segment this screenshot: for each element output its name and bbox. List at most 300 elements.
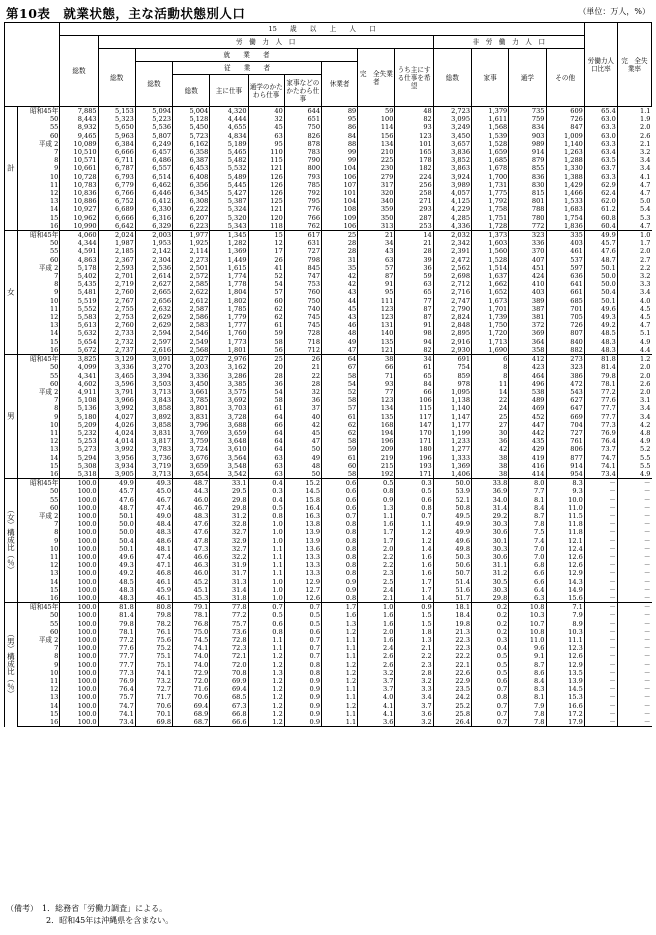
table-cell: 70.6 xyxy=(135,702,172,710)
table-cell: 8.0 xyxy=(509,479,546,488)
table-cell: 45.9 xyxy=(135,586,172,594)
table-cell: 50.4 xyxy=(584,288,617,296)
table-cell: 8.6 xyxy=(509,669,546,677)
table-cell: 469 xyxy=(509,404,546,412)
row-year: 12 xyxy=(49,313,59,322)
table-cell: 50.0 xyxy=(98,520,135,528)
table-cell: 2,342 xyxy=(433,239,471,247)
table-cell: 40 xyxy=(248,107,284,116)
table-cell: 51.6 xyxy=(433,586,471,594)
table-cell: 1,731 xyxy=(472,181,509,189)
table-cell: 877 xyxy=(546,454,584,462)
row-year: 平成 2 xyxy=(38,139,59,148)
table-cell: 14 xyxy=(395,231,433,240)
table-cell: 740 xyxy=(284,305,321,313)
table-cell: 100.0 xyxy=(60,537,98,545)
table-cell: 123 xyxy=(358,305,395,313)
row-year: 昭和45年 xyxy=(17,603,60,612)
table-cell: 109 xyxy=(322,214,358,222)
table-cell: － xyxy=(617,702,651,710)
table-cell: 61 xyxy=(322,454,358,462)
table-cell: 6,462 xyxy=(135,181,172,189)
table-cell: 100.0 xyxy=(60,702,98,710)
table-cell: 472 xyxy=(546,380,584,388)
table-cell: 48.4 xyxy=(135,520,172,528)
table-cell: 63.4 xyxy=(584,148,617,156)
table-cell: 2.0 xyxy=(617,388,651,396)
table-cell: 106 xyxy=(322,222,358,231)
table-cell: 442 xyxy=(509,429,546,437)
table-cell: 45.3 xyxy=(173,594,210,603)
table-cell: 1,177 xyxy=(433,421,471,429)
table-cell: 22 xyxy=(472,396,509,404)
table-row xyxy=(5,710,652,718)
table-cell: 2.4 xyxy=(358,644,395,652)
table-cell: － xyxy=(617,603,651,612)
table-cell: － xyxy=(617,487,651,495)
table-cell: 4,229 xyxy=(433,205,471,213)
table-cell: 34 xyxy=(358,239,395,247)
table-cell: 10,886 xyxy=(60,197,98,205)
row-year: 平成 2 xyxy=(38,387,59,396)
table-cell: 3,596 xyxy=(98,380,135,388)
table-cell: 100.0 xyxy=(60,496,98,504)
table-cell: 0.9 xyxy=(395,603,433,612)
table-cell: 61 xyxy=(395,363,433,371)
table-cell: － xyxy=(617,611,651,619)
table-cell: 61 xyxy=(322,413,358,421)
table-cell: 91 xyxy=(358,280,395,288)
table-cell: 25 xyxy=(248,355,284,364)
table-cell: 3,785 xyxy=(173,396,210,404)
table-cell: － xyxy=(584,496,617,504)
table-cell: 74.7 xyxy=(98,702,135,710)
table-cell: 1.3 xyxy=(322,620,358,628)
table-cell: 28 xyxy=(248,372,284,380)
table-cell: 3,791 xyxy=(98,388,135,396)
table-cell: 1,369 xyxy=(433,462,471,470)
table-cell: 4,057 xyxy=(433,189,471,197)
table-cell: － xyxy=(584,594,617,603)
table-cell: 60 xyxy=(248,297,284,305)
table-cell: 196 xyxy=(358,437,395,445)
table-cell: 317 xyxy=(358,181,395,189)
table-cell: 759 xyxy=(509,115,546,123)
table-cell: 1,690 xyxy=(472,346,509,355)
table-cell: 704 xyxy=(546,421,584,429)
table-cell: 1,754 xyxy=(546,214,584,222)
table-cell: 52.1 xyxy=(433,496,471,504)
table-cell: 3,956 xyxy=(98,454,135,462)
table-cell: 75.1 xyxy=(135,652,172,660)
table-cell: 49.6 xyxy=(433,537,471,545)
table-cell: 21 xyxy=(358,231,395,240)
table-cell: 104 xyxy=(322,164,358,172)
table-cell: 4.1 xyxy=(358,702,395,710)
table-cell: 1.2 xyxy=(322,677,358,685)
table-cell: 48.3 xyxy=(173,512,210,520)
table-cell: 100.0 xyxy=(60,669,98,677)
table-cell: 3,858 xyxy=(135,421,172,429)
table-cell: 19.8 xyxy=(433,620,471,628)
table-cell: 165 xyxy=(395,148,433,156)
table-cell: 8.9 xyxy=(546,620,584,628)
table-cell: 1.1 xyxy=(395,520,433,528)
table-cell: 33.8 xyxy=(472,479,509,488)
table-cell: 1.2 xyxy=(248,710,284,718)
table-cell: 59 xyxy=(395,272,433,280)
table-cell: 28 xyxy=(395,247,433,255)
table-cell: 49.6 xyxy=(98,553,135,561)
table-cell: 24 xyxy=(472,404,509,412)
table-cell: 32.7 xyxy=(210,545,248,553)
table-cell: 72.9 xyxy=(173,669,210,677)
table-cell: 6 xyxy=(472,355,509,364)
table-cell: 48.6 xyxy=(135,537,172,545)
table-cell: 12.1 xyxy=(546,537,584,545)
table-cell: 1,528 xyxy=(472,140,509,148)
table-cell: 651 xyxy=(284,115,321,123)
table-cell: 63.3 xyxy=(584,123,617,131)
group-label xyxy=(5,231,18,355)
table-cell: 1,282 xyxy=(210,239,248,247)
table-row xyxy=(5,652,652,660)
row-year: 55 xyxy=(49,619,59,628)
table-cell: 636 xyxy=(546,272,584,280)
table-cell: 836 xyxy=(509,173,546,181)
note-2: 2．昭和45年は沖縄県を含まない。 xyxy=(6,916,174,925)
table-cell: 0.5 xyxy=(284,611,321,619)
table-cell: 193 xyxy=(395,462,433,470)
table-cell: 0.5 xyxy=(248,504,284,512)
row-year: 16 xyxy=(17,222,60,231)
table-cell: － xyxy=(584,528,617,536)
table-cell: 381 xyxy=(509,313,546,321)
table-cell: 100.0 xyxy=(60,603,98,612)
table-cell: 3,992 xyxy=(98,445,135,453)
table-cell: 215 xyxy=(358,462,395,470)
row-year: 7 xyxy=(54,396,59,405)
table-cell: 123 xyxy=(358,396,395,404)
table-cell: 47.6 xyxy=(173,528,210,536)
table-cell: 2.7 xyxy=(617,256,651,264)
table-cell: 1.3 xyxy=(358,504,395,512)
table-cell: 727 xyxy=(546,429,584,437)
row-year: 11 xyxy=(49,552,59,561)
table-cell: 48.3 xyxy=(98,586,135,594)
table-cell: 3,394 xyxy=(135,372,172,380)
table-cell: 6,446 xyxy=(135,189,172,197)
table-cell: 3,203 xyxy=(173,363,210,371)
table-cell: 5,489 xyxy=(210,173,248,181)
table-cell: 2.5 xyxy=(358,578,395,586)
table-row xyxy=(5,247,652,255)
table-cell: 5,632 xyxy=(60,329,98,337)
table-cell: 77.7 xyxy=(584,413,617,421)
table-cell: 1,678 xyxy=(472,164,509,172)
table-cell: 50.0 xyxy=(584,280,617,288)
table-cell: 72.0 xyxy=(210,661,248,669)
table-cell: 77.6 xyxy=(584,396,617,404)
table-cell: 1,751 xyxy=(472,214,509,222)
table-cell: 5,323 xyxy=(98,115,135,123)
table-cell: 22 xyxy=(284,372,321,380)
table-cell: 49.8 xyxy=(433,545,471,553)
table-cell: － xyxy=(584,569,617,577)
table-cell: 5,223 xyxy=(135,115,172,123)
group-label xyxy=(5,603,18,727)
table-cell: 705 xyxy=(546,313,584,321)
table-cell: 42 xyxy=(322,280,358,288)
table-cell: 0.5 xyxy=(284,620,321,628)
table-cell: 63.3 xyxy=(584,140,617,148)
table-cell: 182 xyxy=(395,164,433,172)
table-cell: 4,341 xyxy=(60,372,98,380)
table-cell: 13.3 xyxy=(284,561,321,569)
table-cell: 1.7 xyxy=(395,578,433,586)
table-cell: 1.6 xyxy=(358,636,395,644)
table-cell: 0.8 xyxy=(322,537,358,545)
table-cell: 100.0 xyxy=(60,710,98,718)
table-cell: 644 xyxy=(284,107,321,116)
table-cell: 36 xyxy=(395,264,433,272)
table-cell: 359 xyxy=(358,205,395,213)
table-cell: 13.6 xyxy=(284,545,321,553)
row-year: 60 xyxy=(49,379,59,388)
table-cell: 3,450 xyxy=(433,132,471,140)
row-year: 13 xyxy=(49,197,59,206)
table-cell: 2.2 xyxy=(358,553,395,561)
table-row xyxy=(5,693,652,701)
table-cell: 3,162 xyxy=(210,363,248,371)
table-cell: 45.0 xyxy=(135,487,172,495)
row-year: 60 xyxy=(49,255,59,264)
table-cell: 180 xyxy=(395,445,433,453)
table-cell: 10.0 xyxy=(546,496,584,504)
table-cell: 447 xyxy=(509,421,546,429)
table-cell: 46.0 xyxy=(173,569,210,577)
table-cell: 1,539 xyxy=(472,132,509,140)
table-cell: － xyxy=(617,652,651,660)
table-cell: 464 xyxy=(509,372,546,380)
table-cell: 28 xyxy=(322,247,358,255)
table-cell: 6,223 xyxy=(173,222,210,231)
table-cell: 53.9 xyxy=(433,487,471,495)
table-cell: 13.9 xyxy=(284,528,321,536)
table-cell: － xyxy=(584,520,617,528)
table-cell: 39 xyxy=(395,256,433,264)
row-year: 7 xyxy=(54,148,59,157)
table-cell: 1,775 xyxy=(472,189,509,197)
table-cell: 4,336 xyxy=(433,222,471,231)
table-cell: 99 xyxy=(322,156,358,164)
table-cell: 1.7 xyxy=(322,603,358,612)
header-unemployment-rate: 完 全失業率 xyxy=(617,23,651,107)
table-cell: 1.2 xyxy=(322,628,358,636)
table-cell: 336 xyxy=(509,239,546,247)
table-cell: 0.8 xyxy=(322,594,358,603)
table-cell: 412 xyxy=(509,355,546,364)
table-cell: 3,836 xyxy=(433,148,471,156)
table-cell: 3,692 xyxy=(210,396,248,404)
table-cell: 3.4 xyxy=(617,156,651,164)
row-year: 9 xyxy=(54,164,59,173)
table-cell: 9,465 xyxy=(60,132,98,140)
table-cell: 16.4 xyxy=(284,504,321,512)
table-cell: 6,384 xyxy=(98,140,135,148)
table-cell: 9.6 xyxy=(509,644,546,652)
table-cell: 1.1 xyxy=(322,718,358,727)
table-cell: 224 xyxy=(395,173,433,181)
table-cell: 225 xyxy=(358,156,395,164)
table-row xyxy=(5,355,652,364)
table-cell: 1.1 xyxy=(248,644,284,652)
table-cell: 3.4 xyxy=(617,404,651,412)
table-row xyxy=(5,636,652,644)
group-label-text: 計 xyxy=(6,163,16,172)
table-cell: 496 xyxy=(509,380,546,388)
table-cell: 5,308 xyxy=(60,462,98,470)
table-cell: 47.4 xyxy=(135,553,172,561)
table-cell: 45.2 xyxy=(173,578,210,586)
table-cell: 100.0 xyxy=(60,569,98,577)
table-cell: 6,345 xyxy=(173,189,210,197)
table-cell: 800 xyxy=(284,164,321,172)
table-cell: 3,989 xyxy=(433,181,471,189)
table-cell: 50.1 xyxy=(584,297,617,305)
table-cell: 72.7 xyxy=(135,685,172,693)
table-cell: 156 xyxy=(358,132,395,140)
table-cell: 0.6 xyxy=(472,677,509,685)
table-cell: 5,402 xyxy=(60,272,98,280)
table-cell: 6,412 xyxy=(135,197,172,205)
table-cell: 31.4 xyxy=(210,586,248,594)
table-cell: 2,701 xyxy=(98,272,135,280)
table-cell: 58 xyxy=(322,372,358,380)
table-row xyxy=(5,372,652,380)
table-row xyxy=(5,396,652,404)
table-cell: 45.7 xyxy=(98,487,135,495)
table-cell: 46.0 xyxy=(173,496,210,504)
table-cell: 91 xyxy=(395,321,433,329)
table-cell: 82 xyxy=(395,115,433,123)
table-cell: 543 xyxy=(546,388,584,396)
table-cell: 2,747 xyxy=(433,297,471,305)
table-cell: 46.8 xyxy=(135,569,172,577)
table-cell: 2,612 xyxy=(173,297,210,305)
table-cell: 49.2 xyxy=(98,569,135,577)
table-cell: 2,665 xyxy=(135,288,172,296)
table-cell: 35 xyxy=(322,264,358,272)
table-cell: 14.9 xyxy=(546,586,584,594)
table-cell: 6.3 xyxy=(509,594,546,603)
table-cell: － xyxy=(584,677,617,685)
table-cell: 46.7 xyxy=(173,504,210,512)
header-school: 通学 xyxy=(509,49,546,107)
table-cell: 0.7 xyxy=(284,636,321,644)
table-cell: － xyxy=(584,636,617,644)
table-cell: 58 xyxy=(322,396,358,404)
table-row xyxy=(5,479,652,488)
header-total: 総数 xyxy=(60,36,98,107)
table-row xyxy=(5,205,652,213)
table-cell: 0.7 xyxy=(472,702,509,710)
table-cell: 1,987 xyxy=(98,239,135,247)
table-cell: 0.7 xyxy=(472,718,509,727)
table-cell: 1.8 xyxy=(395,628,433,636)
table-cell: 21 xyxy=(395,239,433,247)
table-cell: 1.1 xyxy=(248,561,284,569)
table-cell: 3,027 xyxy=(173,355,210,364)
table-cell: 2.3 xyxy=(395,661,433,669)
table-cell: 48.3 xyxy=(584,346,617,355)
table-cell: 100.0 xyxy=(60,628,98,636)
row-year: 13 xyxy=(49,321,59,330)
table-cell: 4.7 xyxy=(617,181,651,189)
table-cell: 94 xyxy=(395,338,433,346)
table-cell: 48 xyxy=(284,462,321,470)
table-cell: 49.9 xyxy=(98,479,135,488)
table-cell: 74.5 xyxy=(173,636,210,644)
table-cell: 0.8 xyxy=(472,693,509,701)
table-cell: 63 xyxy=(395,280,433,288)
table-cell: 7.9 xyxy=(546,611,584,619)
table-cell: 754 xyxy=(433,363,471,371)
table-cell: 293 xyxy=(395,205,433,213)
table-cell: 48.5 xyxy=(584,329,617,337)
table-row xyxy=(5,222,652,231)
table-cell: 435 xyxy=(509,437,546,445)
table-cell: 41 xyxy=(248,264,284,272)
table-cell: 4.7 xyxy=(617,222,651,231)
table-cell: 10,990 xyxy=(60,222,98,231)
table-cell: 100.0 xyxy=(60,487,98,495)
table-cell: 335 xyxy=(546,231,584,240)
table-cell: 4.9 xyxy=(617,470,651,479)
table-cell: 1,095 xyxy=(433,388,471,396)
table-cell: 3.2 xyxy=(617,148,651,156)
table-cell: 7.9 xyxy=(509,702,546,710)
table-cell: 0.8 xyxy=(284,669,321,677)
table-cell: 1.4 xyxy=(395,545,433,553)
table-cell: 1,611 xyxy=(472,115,509,123)
table-cell: 879 xyxy=(509,156,546,164)
row-year: 16 xyxy=(17,470,60,479)
table-cell: 3,249 xyxy=(433,123,471,131)
table-cell: 59 xyxy=(358,107,395,116)
table-cell: 414 xyxy=(509,470,546,479)
table-row xyxy=(5,586,652,594)
table-cell: 88 xyxy=(322,140,358,148)
table-cell: 71 xyxy=(358,372,395,380)
table-cell: － xyxy=(584,545,617,553)
row-year: 10 xyxy=(49,172,59,181)
table-row xyxy=(5,280,652,288)
table-row xyxy=(5,140,652,148)
table-cell: 17.9 xyxy=(546,718,584,727)
table-cell: 194 xyxy=(358,429,395,437)
table-cell: 2,732 xyxy=(98,338,135,346)
table-cell: 22.1 xyxy=(433,661,471,669)
table-cell: 3,450 xyxy=(173,380,210,388)
table-cell: 22.2 xyxy=(433,652,471,660)
table-cell: 1,774 xyxy=(210,272,248,280)
table-header xyxy=(5,23,652,107)
table-cell: 50.7 xyxy=(433,569,471,577)
table-cell: 23.5 xyxy=(433,685,471,693)
table-cell: 1,785 xyxy=(210,305,248,313)
header-want-work: うち主にする仕事を希望 xyxy=(395,49,433,107)
